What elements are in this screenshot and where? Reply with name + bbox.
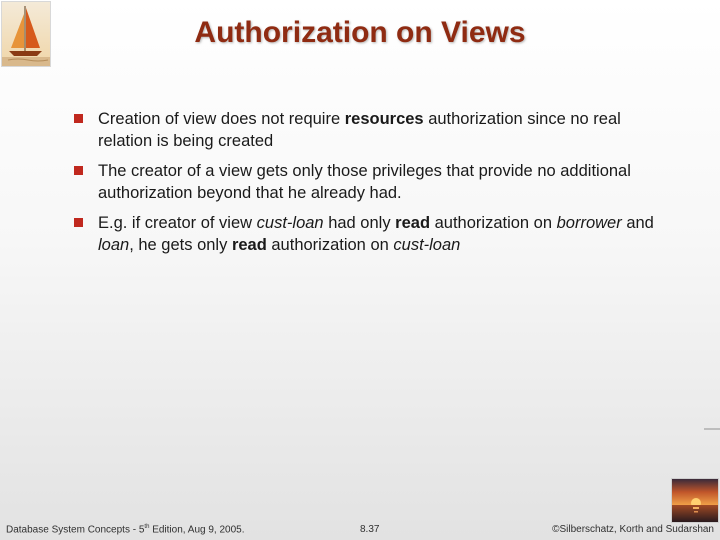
text-segment: authorization on — [430, 214, 557, 232]
text-segment-bold: resources — [344, 110, 424, 128]
square-bullet-icon — [74, 114, 83, 123]
text-segment: authorization on — [266, 236, 394, 254]
slide-title: Authorization on Views — [194, 16, 526, 49]
footer-page-number: 8.37 — [360, 524, 380, 535]
square-bullet-icon — [74, 166, 83, 175]
bullet-text — [98, 214, 654, 254]
text-segment-italic: borrower — [556, 214, 622, 232]
footer-book-suffix: Edition, Aug 9, 2005. — [149, 524, 245, 536]
divider-mark — [704, 428, 720, 430]
text-segment: and — [621, 214, 654, 232]
text-segment: , he gets only — [129, 236, 232, 254]
text-segment: Creation of view does not require — [98, 110, 345, 128]
bullet-item — [74, 108, 674, 152]
text-segment-italic: loan — [98, 236, 130, 254]
bullet-list — [74, 108, 674, 264]
text-segment-italic: cust-loan — [393, 236, 461, 254]
bullet-item — [74, 160, 674, 204]
text-segment-italic: cust-loan — [256, 214, 324, 232]
sunset-logo-icon — [671, 478, 719, 523]
bullet-text — [98, 162, 631, 202]
bullet-text — [98, 110, 621, 150]
text-segment: authorization since no real relation is being created — [98, 110, 621, 150]
text-segment: had only — [323, 214, 396, 232]
footer-book-prefix: Database System Concepts - 5 — [6, 524, 145, 536]
footer-book-sup: th — [144, 524, 150, 530]
footer-copyright: ©Silberschatz, Korth and Sudarshan — [552, 524, 714, 535]
footer-book-info — [6, 524, 245, 535]
text-segment: The creator of a view gets only those privileges that provide no additional authorization beyond that he already had. — [98, 162, 631, 202]
text-segment-bold: read — [231, 236, 267, 254]
text-segment-bold: read — [395, 214, 431, 232]
text-segment: E.g. if creator of view — [98, 214, 257, 232]
bullet-item — [74, 212, 674, 256]
square-bullet-icon — [74, 218, 83, 227]
